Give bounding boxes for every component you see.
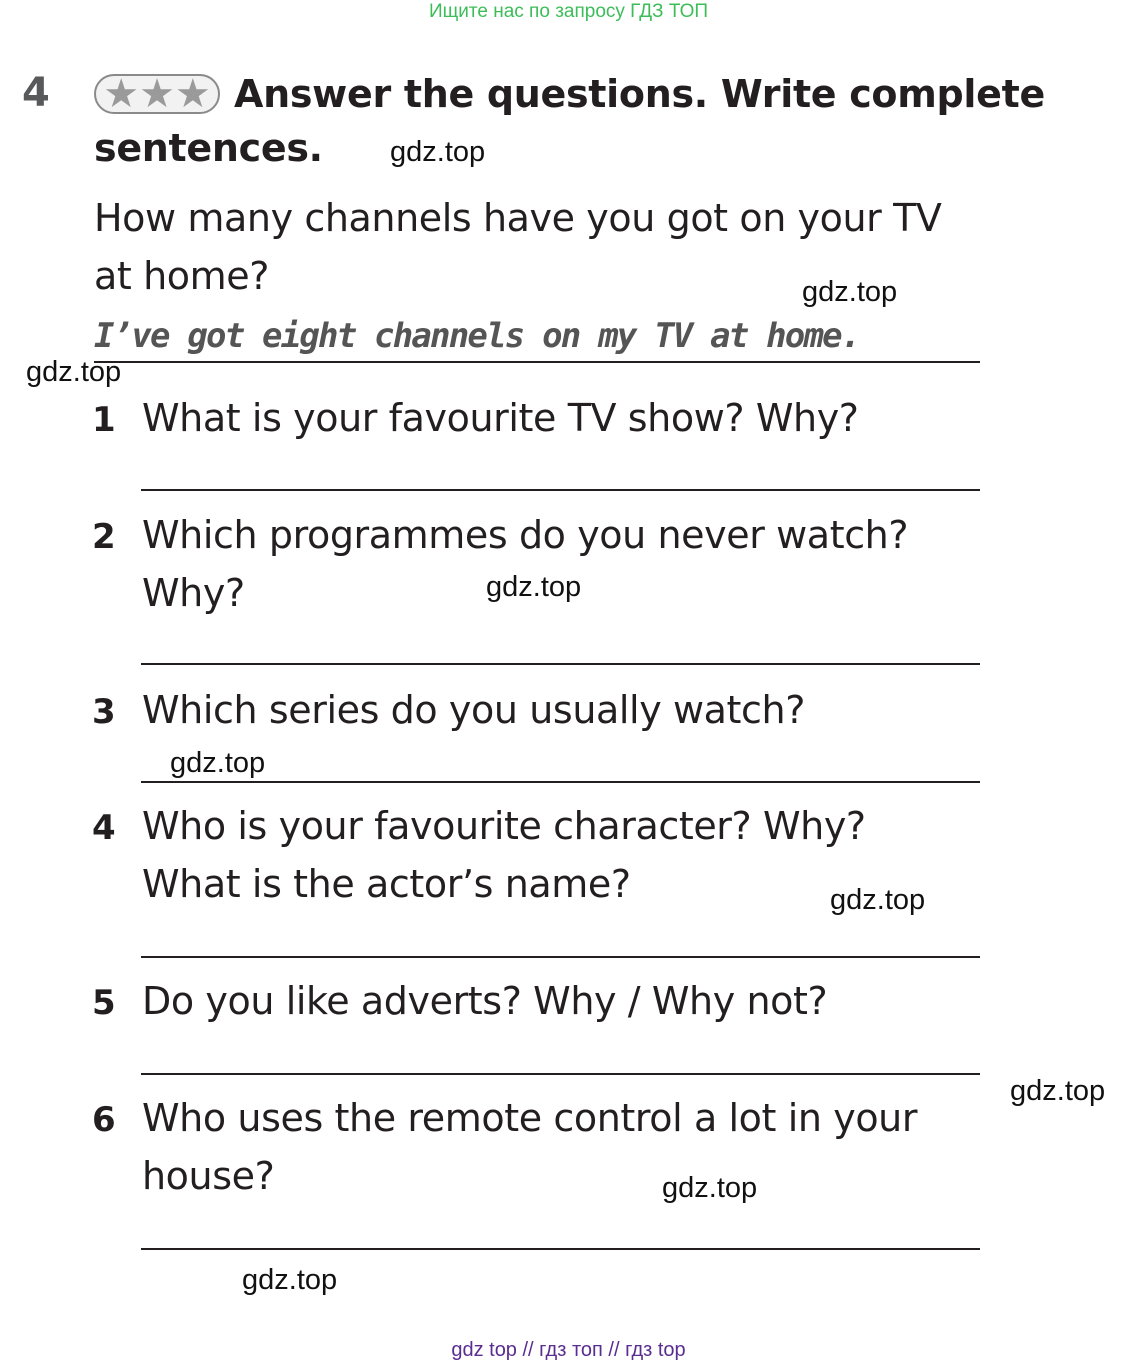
watermark: gdz.top: [662, 1172, 758, 1204]
watermark: gdz.top: [802, 276, 898, 308]
example-question-line-2: at home?: [94, 254, 269, 298]
question-text: Which programmes do you never watch?: [142, 513, 909, 557]
watermark: gdz.top: [242, 1264, 338, 1296]
answer-line-1[interactable]: [141, 489, 980, 491]
footer-links: gdz top // гдз топ // гдз top: [451, 1339, 686, 1361]
question-text: Which series do you usually watch?: [142, 688, 805, 732]
question-text: Who uses the remote control a lot in your: [142, 1096, 918, 1140]
question-number: 4: [92, 808, 116, 848]
watermark: gdz.top: [170, 747, 266, 779]
question-text-continued: What is the actor’s name?: [142, 862, 631, 906]
question-number: 2: [92, 517, 116, 557]
answer-line-6[interactable]: [141, 1248, 980, 1250]
question-number: 1: [92, 400, 116, 440]
question-text-continued: house?: [142, 1154, 275, 1198]
question-number: 5: [92, 983, 116, 1023]
watermark: gdz.top: [390, 136, 486, 168]
question-text: Who is your favourite character? Why?: [142, 804, 866, 848]
watermark: gdz.top: [486, 571, 582, 603]
difficulty-stars-icon: [94, 71, 220, 117]
answer-line-4[interactable]: [141, 956, 980, 958]
example-question-line-1: How many channels have you got on your TV: [94, 196, 942, 240]
answer-line-2[interactable]: [141, 663, 980, 665]
answer-line-5[interactable]: [141, 1073, 980, 1075]
question-number: 6: [92, 1100, 116, 1140]
watermark: gdz.top: [26, 356, 122, 388]
question-text: Do you like adverts? Why / Why not?: [142, 979, 828, 1023]
example-answer-line: [94, 361, 980, 363]
question-text: What is your favourite TV show? Why?: [142, 396, 859, 440]
instruction-line-2: sentences.: [94, 126, 323, 170]
watermark: gdz.top: [1010, 1075, 1106, 1107]
exercise-number: 4: [22, 70, 50, 116]
instruction-line-1: Answer the questions. Write complete: [234, 72, 1045, 116]
difficulty-stars: ★★★: [103, 71, 211, 117]
watermark: gdz.top: [830, 884, 926, 916]
top-banner: Ищите нас по запросу ГДЗ ТОП: [428, 1, 709, 22]
answer-line-3[interactable]: [141, 781, 980, 783]
question-number: 3: [92, 692, 116, 732]
question-text-continued: Why?: [142, 571, 245, 615]
example-answer: I’ve got eight channels on my TV at home.: [94, 316, 860, 356]
